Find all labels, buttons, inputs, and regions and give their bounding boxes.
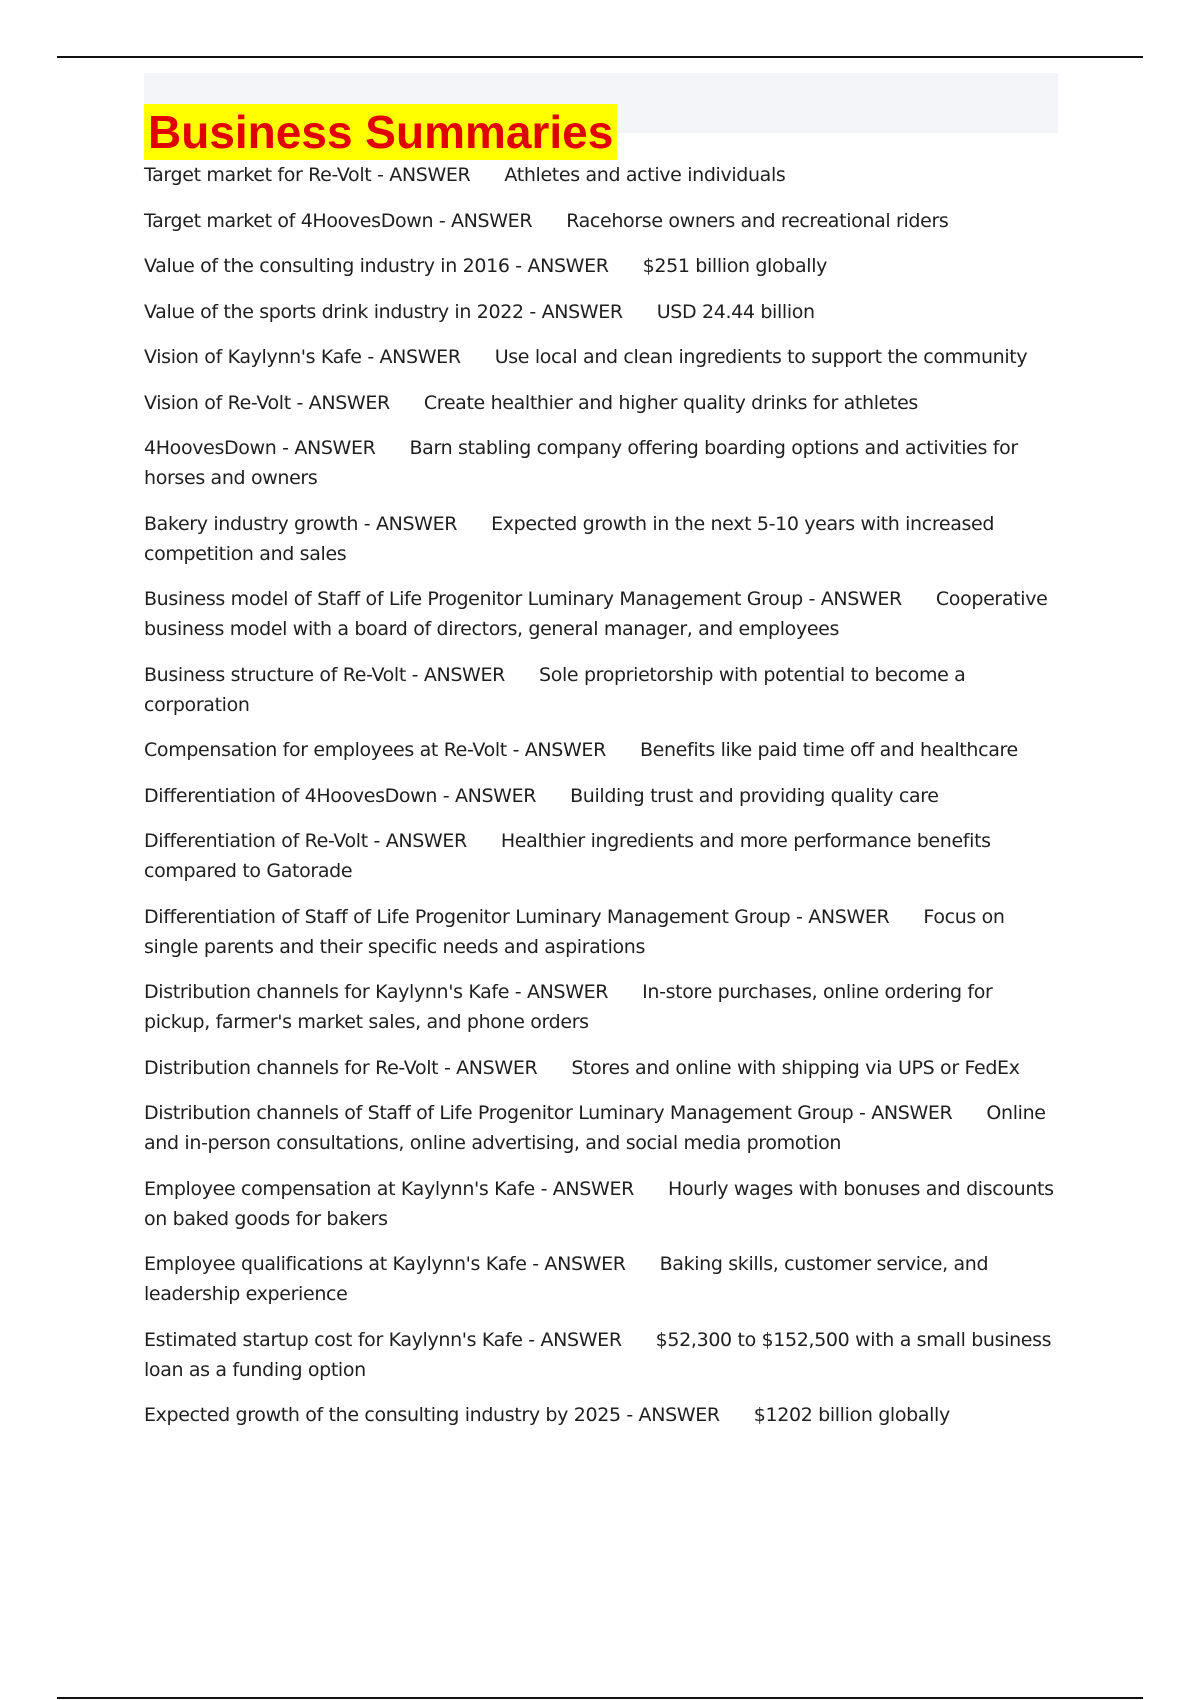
list-item — [144, 826, 1059, 886]
entry-answer: Barn stabling company offering boarding options and activities for horses and owners — [144, 437, 1018, 489]
entry-term: Differentiation of Re-Volt - ANSWER — [144, 830, 467, 852]
list-item — [144, 660, 1059, 720]
entry-answer: Expected growth in the next 5-10 years with increased competition and sales — [144, 512, 995, 565]
entry-answer: Create healthier and higher quality drinks for athletes — [423, 391, 918, 414]
list-item — [144, 433, 1059, 493]
list-item — [144, 735, 1059, 765]
entry-term: Employee qualifications at Kaylynn's Kafe - ANSWER — [144, 1253, 626, 1275]
list-item — [144, 297, 1059, 327]
entry-term: Vision of Kaylynn's Kafe - ANSWER — [144, 346, 461, 368]
page-title: Business Summaries — [144, 104, 617, 160]
entry-answer: Building trust and providing quality care — [570, 784, 939, 807]
entry-term: Distribution channels for Re-Volt - ANSWER — [144, 1056, 538, 1079]
list-item — [144, 206, 1059, 236]
entry-answer: Athletes and active individuals — [504, 164, 786, 186]
entry-answer: Racehorse owners and recreational riders — [566, 209, 949, 232]
list-item — [144, 1098, 1059, 1158]
entry-answer: $52,300 to $152,500 with a small business loan as a funding option — [144, 1328, 1052, 1381]
entry-answer: Cooperative business model with a board of directors, general manager, and employees — [144, 588, 1048, 640]
entry-answer: USD 24.44 billion — [656, 300, 815, 323]
list-item — [144, 1249, 1059, 1309]
bottom-rule — [57, 1697, 1143, 1699]
entry-answer: Stores and online with shipping via UPS or FedEx — [571, 1056, 1020, 1079]
list-item — [144, 1053, 1059, 1083]
entry-term: 4HoovesDown - ANSWER — [144, 437, 376, 459]
entry-answer: Online and in-person consultations, online advertising, and social media promotion — [144, 1102, 1046, 1154]
entry-term: Target market for Re-Volt - ANSWER — [144, 164, 471, 186]
list-item — [144, 1400, 1059, 1430]
entry-term: Expected growth of the consulting industry by 2025 - ANSWER — [144, 1404, 720, 1426]
list-item — [144, 781, 1059, 811]
entry-answer: Hourly wages with bonuses and discounts on baked goods for bakers — [144, 1177, 1054, 1230]
entry-term: Value of the sports drink industry in 2022 - ANSWER — [144, 300, 623, 323]
list-item — [144, 251, 1059, 281]
entry-term: Value of the consulting industry in 2016 - ANSWER — [144, 255, 609, 277]
entry-answer: In-store purchases, online ordering for pickup, farmer's market sales, and phone orders — [144, 981, 993, 1033]
entry-answer: Baking skills, customer service, and leadership experience — [144, 1253, 989, 1305]
entry-term: Business model of Staff of Life Progenitor Luminary Management Group - ANSWER — [144, 588, 902, 610]
list-item — [144, 1325, 1059, 1385]
list-item — [144, 1174, 1059, 1234]
entry-term: Estimated startup cost for Kaylynn's Kafe - ANSWER — [144, 1328, 622, 1351]
entry-term: Distribution channels for Kaylynn's Kafe - ANSWER — [144, 981, 609, 1003]
list-item — [144, 342, 1059, 372]
entry-answer: Use local and clean ingredients to support the community — [494, 346, 1028, 368]
list-item — [144, 584, 1059, 644]
entry-term: Employee compensation at Kaylynn's Kafe - ANSWER — [144, 1177, 634, 1200]
list-item — [144, 160, 1059, 190]
entry-term: Differentiation of Staff of Life Progenitor Luminary Management Group - ANSWER — [144, 905, 890, 928]
list-item — [144, 902, 1059, 962]
top-rule — [57, 56, 1143, 58]
list-item — [144, 388, 1059, 418]
entry-answer: Focus on single parents and their specific needs and aspirations — [144, 905, 1005, 958]
list-item — [144, 977, 1059, 1037]
entry-answer: $1202 billion globally — [753, 1404, 950, 1426]
entry-term: Compensation for employees at Re-Volt - ANSWER — [144, 739, 606, 761]
entry-list — [144, 160, 1059, 1446]
entry-term: Bakery industry growth - ANSWER — [144, 512, 458, 535]
entry-term: Differentiation of 4HoovesDown - ANSWER — [144, 784, 537, 807]
entry-term: Distribution channels of Staff of Life Progenitor Luminary Management Group - ANSWER — [144, 1102, 953, 1124]
entry-answer: Benefits like paid time off and healthcare — [639, 739, 1018, 761]
entry-answer: Healthier ingredients and more performance benefits compared to Gatorade — [144, 830, 991, 882]
entry-term: Vision of Re-Volt - ANSWER — [144, 391, 390, 414]
entry-answer: $251 billion globally — [642, 255, 828, 277]
list-item — [144, 509, 1059, 569]
entry-answer: Sole proprietorship with potential to become a corporation — [144, 663, 966, 716]
entry-term: Target market of 4HoovesDown - ANSWER — [144, 209, 533, 232]
entry-term: Business structure of Re-Volt - ANSWER — [144, 663, 505, 686]
